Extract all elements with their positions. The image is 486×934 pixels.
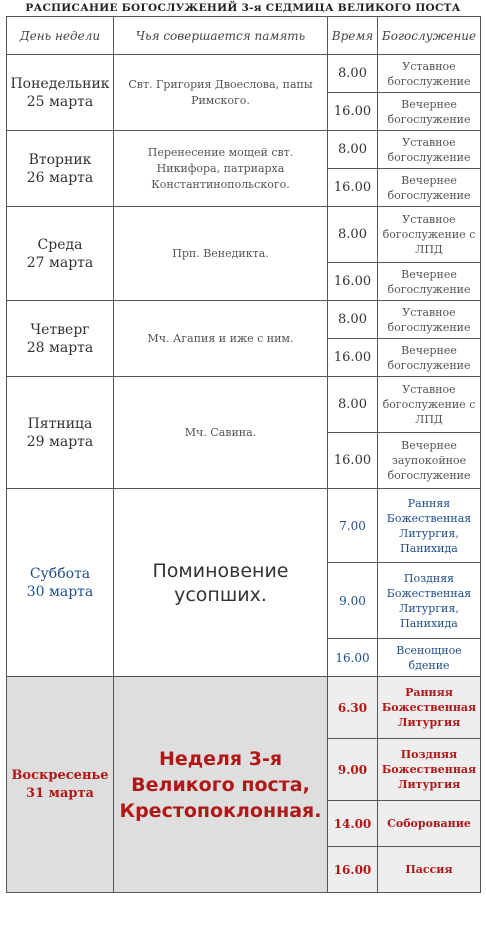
service-name: Уставное богослужение с ЛПД [378,377,481,433]
memory-cell: Мч. Агапия и иже с ним. [114,301,328,377]
service-name: Всенощное бдение [378,639,481,677]
service-name: Ранняя Божественная Литургия, Панихида [378,489,481,563]
service-name: Уставное богослужение [378,131,481,169]
service-name: Пассия [378,847,481,893]
header-service: Богослужение [378,17,481,55]
service-name: Поздняя Божественная Литургия, Панихида [378,563,481,639]
table-row [7,377,481,433]
table-row [7,301,481,339]
service-time: 8.00 [328,301,378,339]
service-time: 8.00 [328,377,378,433]
table-row [7,677,481,739]
service-time: 7.00 [328,489,378,563]
day-name: Воскресенье [11,767,109,783]
service-name: Поздняя Божественная Литургия [378,739,481,801]
document-title: РАСПИСАНИЕ БОГОСЛУЖЕНИЙ 3-я СЕДМИЦА ВЕЛИКОГО ПОСТА [25,2,461,14]
day-date: 31 марта [26,785,94,801]
service-name: Соборование [378,801,481,847]
service-time: 16.00 [328,847,378,893]
service-time: 16.00 [328,639,378,677]
day-name: Среда [37,236,83,253]
day-date: 28 марта [26,339,94,356]
service-time: 14.00 [328,801,378,847]
service-name: Вечернее богослужение [378,93,481,131]
service-time: 16.00 [328,339,378,377]
day-cell-sunday [7,677,114,893]
day-cell-tuesday [7,131,114,207]
header-day: День недели [7,17,114,55]
header-row [7,17,481,55]
table-row [7,489,481,563]
day-date: 29 марта [26,433,94,450]
day-name: Суббота [29,565,91,582]
service-time: 16.00 [328,169,378,207]
service-name: Вечернее богослужение [378,169,481,207]
day-cell-monday [7,55,114,131]
service-time: 8.00 [328,207,378,263]
day-cell-thursday [7,301,114,377]
day-date: 25 марта [26,93,94,110]
table-row [7,131,481,169]
service-name: Вечернее богослужение [378,339,481,377]
service-name: Уставное богослужение [378,55,481,93]
day-date: 27 марта [26,254,94,271]
service-name: Уставное богослужение [378,301,481,339]
service-time: 16.00 [328,263,378,301]
memory-cell: Перенесение мощей свт. Никифора, патриарха Константинопольского. [114,131,328,207]
service-name: Вечернее заупокойное богослужение [378,433,481,489]
header-time: Время [328,17,378,55]
memory-cell: Поминовение усопших. [114,489,328,677]
service-time: 9.00 [328,739,378,801]
day-cell-wednesday [7,207,114,301]
service-name: Ранняя Божественная Литургия [378,677,481,739]
day-date: 30 марта [26,583,94,600]
day-name: Понедельник [10,75,110,92]
service-name: Уставное богослужение с ЛПД [378,207,481,263]
day-name: Пятница [27,415,93,432]
memory-cell: Прп. Венедикта. [114,207,328,301]
day-cell-friday [7,377,114,489]
service-time: 16.00 [328,433,378,489]
service-time: 8.00 [328,131,378,169]
day-name: Вторник [28,151,92,168]
service-name: Вечернее богослужение [378,263,481,301]
service-time: 6.30 [328,677,378,739]
service-time: 8.00 [328,55,378,93]
day-cell-saturday [7,489,114,677]
memory-cell: Свт. Григория Двоеслова, папы Римского. [114,55,328,131]
table-row [7,55,481,93]
day-date: 26 марта [26,169,94,186]
header-memory: Чья совершается память [114,17,328,55]
day-name: Четверг [30,321,90,338]
memory-cell: Неделя 3-я Великого поста, Крестопоклонная. [114,677,328,893]
schedule-table [6,16,481,893]
table-row [7,207,481,263]
service-time: 16.00 [328,93,378,131]
memory-cell: Мч. Савина. [114,377,328,489]
service-time: 9.00 [328,563,378,639]
